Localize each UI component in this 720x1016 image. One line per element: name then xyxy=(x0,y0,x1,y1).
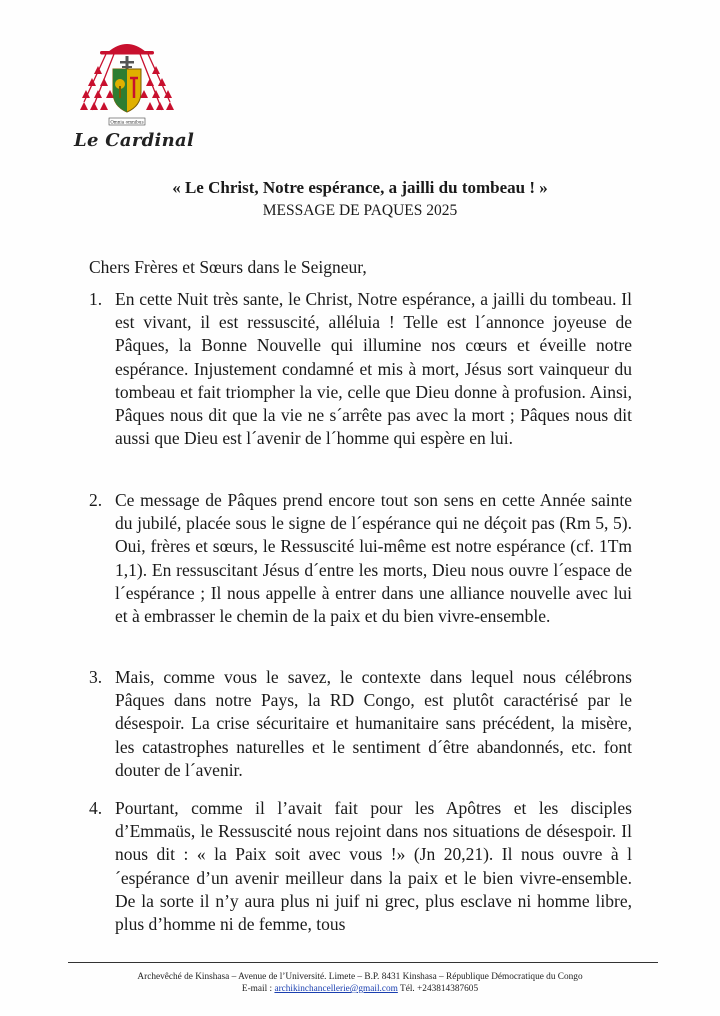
email-link[interactable]: archikinchancellerie@gmail.com xyxy=(274,984,398,994)
signature-le-cardinal: Le Cardinal xyxy=(74,130,195,151)
paragraph-text: Ce message de Pâques prend encore tout son sens en cette Année sainte du jubilé, placée sous le signe de l´espérance qui ne déçoit pas (Rm 5, 5). Oui, frères et sœurs, le Ressuscité lui-même est notre espérance (cf. 1Tm 1,1). En ressuscitant Jésus d´entre les morts, Dieu nous ouvre l´espace de l´espérance ; Il nous appelle à entrer dans une alliance nouvelle avec lui et à embrasser le chemin de la paix et du bien vivre-ensemble. xyxy=(115,490,632,627)
paragraph-4 xyxy=(89,797,632,936)
footer-contact xyxy=(0,983,720,995)
message-subtitle: MESSAGE DE PAQUES 2025 xyxy=(262,202,458,219)
paragraph-text: Pourtant, comme il l’avait fait pour les Apôtres et les disciples d’Emmaüs, le Ressuscité nous rejoint dans nos situations de désespoir. Il nous dit : « la Paix soit avec vous !» (Jn 20,21). Il nous ouvre à l´espérance d’un avenir meilleur dans la paix et le bien vivre-ensemble. De la sorte il n’y aura plus ni juif ni grec, plus esclave ni homme libre, plus d’homme ni de femme, tous xyxy=(115,798,632,935)
footer-divider xyxy=(68,962,658,963)
phone-number: Tél. +243814387605 xyxy=(400,984,479,994)
paragraph-3 xyxy=(89,666,632,782)
paragraph-number: 3. xyxy=(89,667,103,687)
footer-address: Archevêché de Kinshasa – Avenue de l’Université. Limete – B.P. 8431 Kinshasa – République Démocratique du Congo xyxy=(137,972,583,982)
cardinal-coat-of-arms-logo xyxy=(78,36,176,132)
paragraph-text: Mais, comme vous le savez, le contexte dans lequel nous célébrons Pâques dans notre Pays, la RD Congo, est plutôt caractérisé par le désespoir. La crise sécuritaire et humanitaire sans précédent, la misère, les catastrophes naturelles et le sentiment d´être abandonnés, etc. font douter de l´avenir. xyxy=(115,667,632,780)
paragraph-text: En cette Nuit très sante, le Christ, Notre espérance, a jailli du tombeau. Il est vivant, il est ressuscité, alléluia ! Telle est l´annonce joyeuse de Pâques, la Bonne Nouvelle qui illumine nos cœurs et éveille notre espérance. Injustement condamné et mis à mort, Jésus sort vainqueur du tombeau et fait triompher la vie, celle que Dieu donne à profusion. Ainsi, Pâques nous dit que la vie ne s´arrête pas avec la mort ; Pâques nous dit aussi que Dieu est l´avenir de l´homme qui espère en lui. xyxy=(115,289,632,449)
svg-text:Omnia omnibus: Omnia omnibus xyxy=(110,119,144,125)
greeting: Chers Frères et Sœurs dans le Seigneur, xyxy=(89,257,367,277)
message-title: « Le Christ, Notre espérance, a jailli du tombeau ! » xyxy=(172,178,548,197)
footer xyxy=(0,971,720,995)
email-label: E-mail : xyxy=(241,984,273,994)
paragraph-number: 2. xyxy=(89,490,103,510)
paragraph-number: 1. xyxy=(89,289,103,309)
paragraph-2 xyxy=(89,489,632,628)
paragraph-1 xyxy=(89,288,632,450)
paragraph-number: 4. xyxy=(89,798,103,818)
